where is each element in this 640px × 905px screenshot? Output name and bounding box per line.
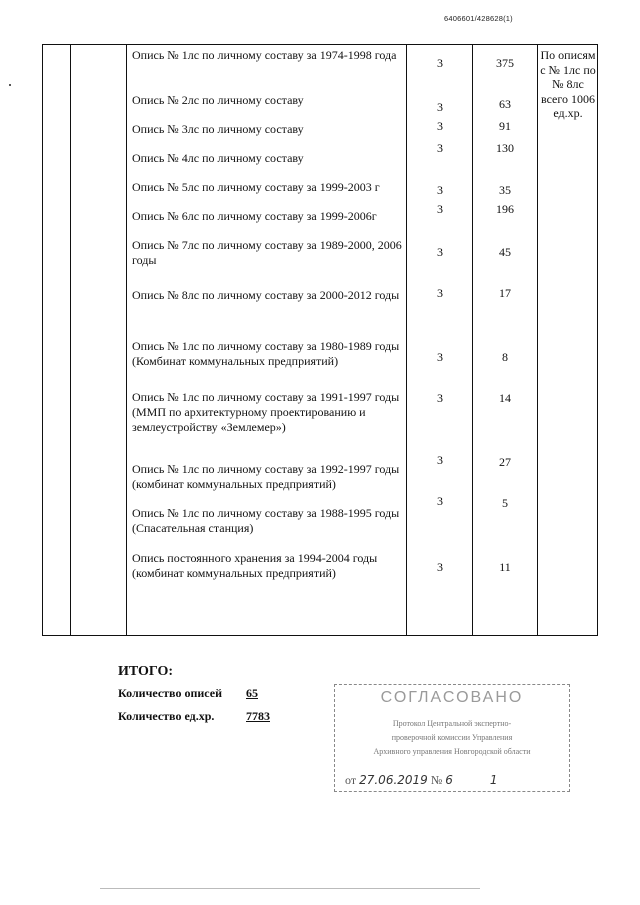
row-quantity: 196 [496,202,514,216]
row-quantity: 14 [499,391,511,405]
scan-speck [9,84,11,86]
row-description: Опись № 4лс по личному составу [132,151,304,165]
row-count: 3 [437,391,443,405]
row-quantity: 8 [502,350,508,364]
approval-stamp [334,684,570,792]
row-description: Опись № 1лс по личному составу за 1980-1989 годы (Комбинат коммунальных предприятий) [132,339,400,368]
row-description: Опись № 3лс по личному составу [132,122,304,136]
row-quantity: 5 [502,496,508,510]
row-quantity: 11 [499,560,511,574]
items-count-label: Количество ед.хр. [118,709,215,723]
stamp-date-prefix: от [345,773,357,787]
row-count: 3 [437,56,443,70]
row-count: 3 [437,100,443,114]
items-count-value: 7783 [246,709,270,723]
row-quantity: 35 [499,183,511,197]
stamp-date: 27.06.2019 [359,773,428,787]
stamp-num-prefix: № [430,773,443,787]
row-count: 3 [437,183,443,197]
row-count: 3 [437,119,443,133]
row-description: Опись № 6лс по личному составу за 1999-2006г [132,209,377,223]
row-description: Опись № 8лс по личному составу за 2000-2012 годы [132,288,400,302]
row-description: Опись № 2лс по личному составу [132,93,304,107]
row-description: Опись № 7лс по личному составу за 1989-2000, 2006 годы [132,238,402,267]
stamp-extra-mark: 1 [489,773,498,787]
row-quantity: 375 [496,56,514,70]
inventories-count-label: Количество описей [118,686,222,700]
row-description: Опись № 5лс по личному составу за 1999-2003 г [132,180,380,194]
column-divider [126,44,127,636]
column-divider [537,44,538,636]
row-quantity: 63 [499,97,511,111]
notes-cell: По описям с № 1лс по № 8лс всего 1006 ед.хр. [540,48,596,120]
row-count: 3 [437,202,443,216]
column-divider [472,44,473,636]
document-number: 6406601/428628(1) [444,14,513,23]
row-quantity: 91 [499,119,511,133]
stamp-number: 6 [445,773,453,787]
stamp-title: СОГЛАСОВАНО [380,689,524,706]
row-count: 3 [437,286,443,300]
row-count: 3 [437,494,443,508]
row-quantity: 45 [499,245,511,259]
stamp-line: проверочной комиссии Управления [391,733,513,742]
stamp-date-line [345,773,498,788]
row-count: 3 [437,560,443,574]
row-quantity: 27 [499,455,511,469]
column-divider [70,44,71,636]
row-description: Опись № 1лс по личному составу за 1991-1997 годы (ММП по архитектурному проектированию и землеустройству «Землемер») [132,390,400,434]
row-description: Опись № 1лс по личному составу за 1988-1995 годы (Спасательная станция) [132,506,400,535]
row-count: 3 [437,245,443,259]
row-description: Опись № 1лс по личному составу за 1974-1998 года [132,48,397,62]
inventories-count-value: 65 [246,686,258,700]
row-count: 3 [437,350,443,364]
stamp-line: Архивного управления Новгородской области [373,747,531,756]
row-count: 3 [437,453,443,467]
row-count: 3 [437,141,443,155]
row-quantity: 17 [499,286,511,300]
row-quantity: 130 [496,141,514,155]
stamp-line: Протокол Центральной экспертно- [392,719,512,728]
footer-divider [100,888,480,889]
column-divider [406,44,407,636]
row-description: Опись № 1лс по личному составу за 1992-1997 годы (комбинат коммунальных предприятий) [132,462,400,491]
row-description: Опись постоянного хранения за 1994-2004 годы (комбинат коммунальных предприятий) [132,551,378,580]
totals-title: ИТОГО: [118,664,174,679]
